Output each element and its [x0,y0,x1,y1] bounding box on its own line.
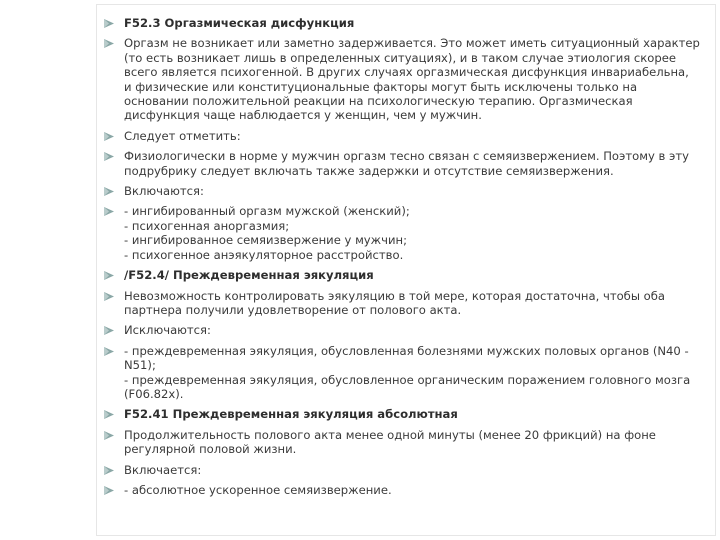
list-item-text: Физиологически в норме у мужчин оргазм тесно связан с семяизвержением. Поэтому в эту подрубрику следует включать также задержки и отсутствие семяизвержения. [124,149,690,178]
bullet-icon [104,466,114,475]
list-item-text: Включается: [124,462,202,477]
list-item [104,344,700,402]
list-item [104,184,700,198]
bullet-icon [104,271,114,280]
list-item-text: Невозможность контролировать эякуляцию в той мере, которая достаточна, чтобы оба партнера получили удовлетворение от полового акта. [124,288,666,317]
list-item [104,204,700,262]
list-item [104,463,700,477]
list-item [104,36,700,122]
bullet-icon [104,326,114,335]
list-item-text: - абсолютное ускоренное семяизвержение. [124,482,392,497]
bullet-icon [104,207,114,216]
list-item-text: Следует отметить: [124,128,241,143]
list-item [104,149,700,178]
bullet-icon [104,347,114,356]
bullet-icon [104,292,114,301]
bullet-icon [104,431,114,440]
list-item-text: F52.41 Преждевременная эякуляция абсолютная [124,407,458,422]
bullet-icon [104,410,114,419]
list-item [104,289,700,318]
list-item [104,16,700,30]
list-item [104,268,700,282]
list-item-text: - преждевременная эякуляция, обусловленная болезнями мужских половых органов (N40 - N51); - преждевременная эякуляция, обусловленное органическим поражением головного мозга (F06.82x). [124,343,691,401]
list-item [104,407,700,421]
list-item [104,323,700,337]
list-item [104,428,700,457]
list-item [104,483,700,497]
list-item [104,129,700,143]
list-item-text: - ингибированный оргазм мужской (женский); - психогенная аноргазмия; - ингибированное семяизвержение у мужчин; - психогенное анэякуляторное расстройство. [124,204,410,262]
list-item-text: Включаются: [124,184,204,199]
list-item-text: Оргазм не возникает или заметно задерживается. Это может иметь ситуационный характер (то есть возникает лишь в определенных ситуациях), и в таком случае этиология скорее всего является психогенной. В других случаях оргазмическая дисфункция инвариабельна, и физические или конституциональные факторы могут быть исключены только на основании положительной реакции на психологическую терапию. Оргазмическая дисфункция чаще наблюдается у женщин, чем у мужчин. [124,36,700,123]
list-item-text: Исключаются: [124,323,211,338]
bullet-list [104,16,700,503]
bullet-icon [104,152,114,161]
list-item-text: /F52.4/ Преждевременная эякуляция [124,268,374,283]
bullet-icon [104,39,114,48]
bullet-icon [104,132,114,141]
list-item-text: F52.3 Оргазмическая дисфункция [124,16,355,30]
bullet-icon [104,486,114,495]
bullet-icon [104,19,114,28]
list-item-text: Продолжительность полового акта менее одной минуты (менее 20 фрикций) на фоне регулярной половой жизни. [124,427,656,457]
bullet-icon [104,187,114,196]
